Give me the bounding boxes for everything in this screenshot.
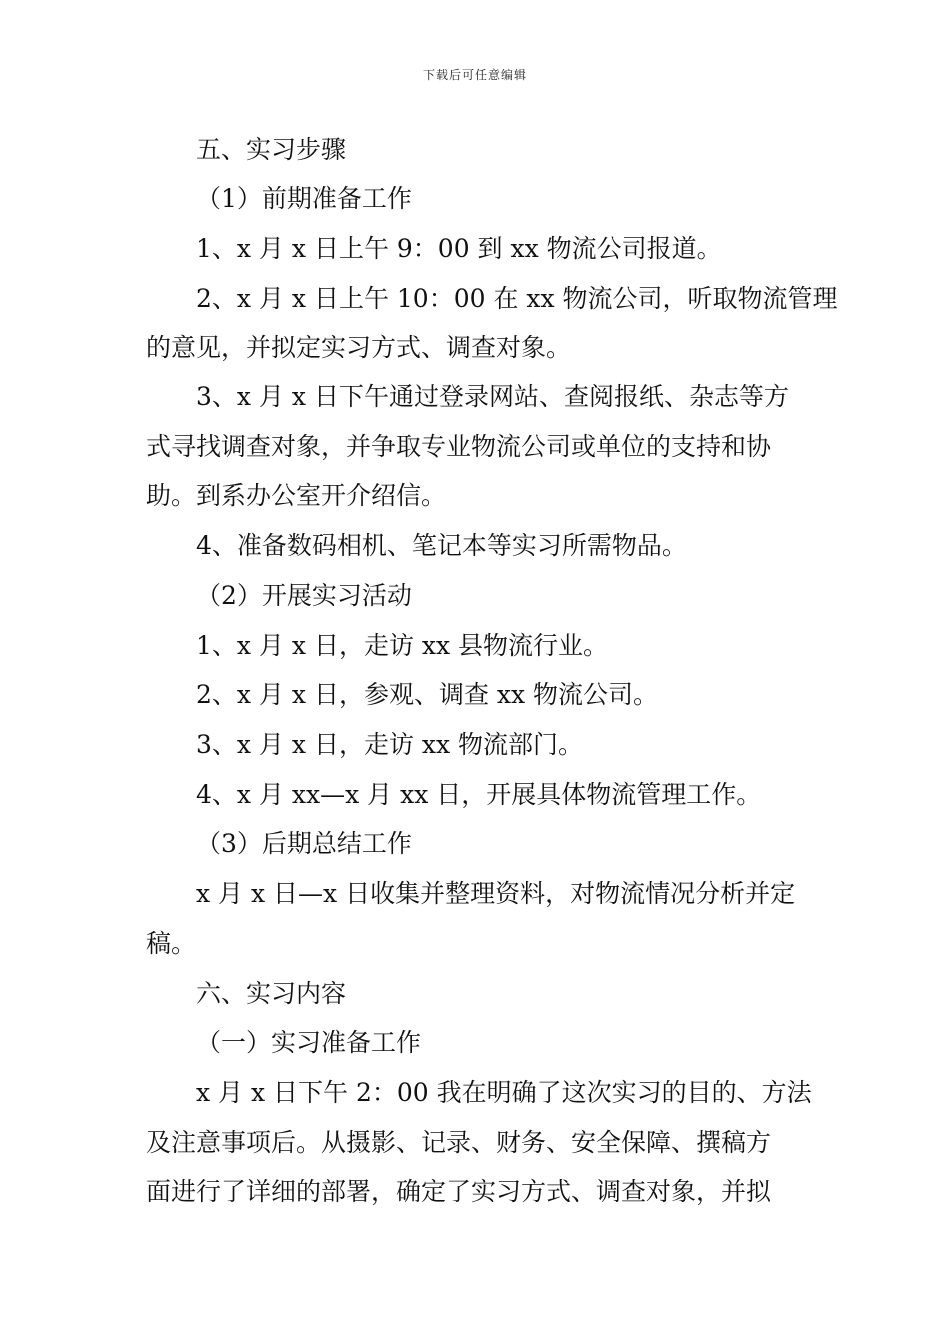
- paragraph-line: 的意见，并拟定实习方式、调查对象。: [146, 333, 572, 362]
- subheading-internship-preparation: （一）实习准备工作: [196, 1028, 422, 1057]
- paragraph-line: 3、x 月 x 日，走访 xx 物流部门。: [196, 730, 584, 759]
- subheading-summary: （3）后期总结工作: [196, 829, 412, 858]
- paragraph-line: x 月 x 日—x 日收集并整理资料，对物流情况分析并定: [196, 879, 796, 908]
- paragraph-line: 稿。: [146, 929, 197, 958]
- paragraph-line: 3、x 月 x 日下午通过登录网站、查阅报纸、杂志等方: [196, 382, 789, 411]
- subheading-activities: （2）开展实习活动: [196, 581, 412, 610]
- subheading-preparation: （1）前期准备工作: [196, 184, 412, 213]
- paragraph-line: 面进行了详细的部署，确定了实习方式、调查对象，并拟: [146, 1177, 772, 1206]
- paragraph-line: 2、x 月 x 日，参观、调查 xx 物流公司。: [196, 680, 659, 709]
- section-heading-content: 六、实习内容: [196, 979, 347, 1008]
- paragraph-line: 1、x 月 x 日上午 9：00 到 xx 物流公司报道。: [196, 234, 722, 263]
- paragraph-line: 及注意事项后。从摄影、记录、财务、安全保障、撰稿方: [146, 1128, 772, 1157]
- paragraph-line: 4、准备数码相机、笔记本等实习所需物品。: [196, 531, 687, 560]
- page-header: 下载后可任意编辑: [422, 68, 527, 82]
- section-heading-steps: 五、实习步骤: [196, 135, 347, 164]
- paragraph-line: x 月 x 日下午 2：00 我在明确了这次实习的目的、方法: [196, 1078, 812, 1107]
- paragraph-line: 助。到系办公室开介绍信。: [146, 481, 447, 510]
- paragraph-line: 4、x 月 xx—x 月 xx 日，开展具体物流管理工作。: [196, 780, 762, 809]
- paragraph-line: 式寻找调查对象，并争取专业物流公司或单位的支持和协: [146, 432, 772, 461]
- paragraph-line: 1、x 月 x 日，走访 xx 县物流行业。: [196, 631, 609, 660]
- paragraph-line: 2、x 月 x 日上午 10：00 在 xx 物流公司，听取物流管理: [196, 284, 838, 313]
